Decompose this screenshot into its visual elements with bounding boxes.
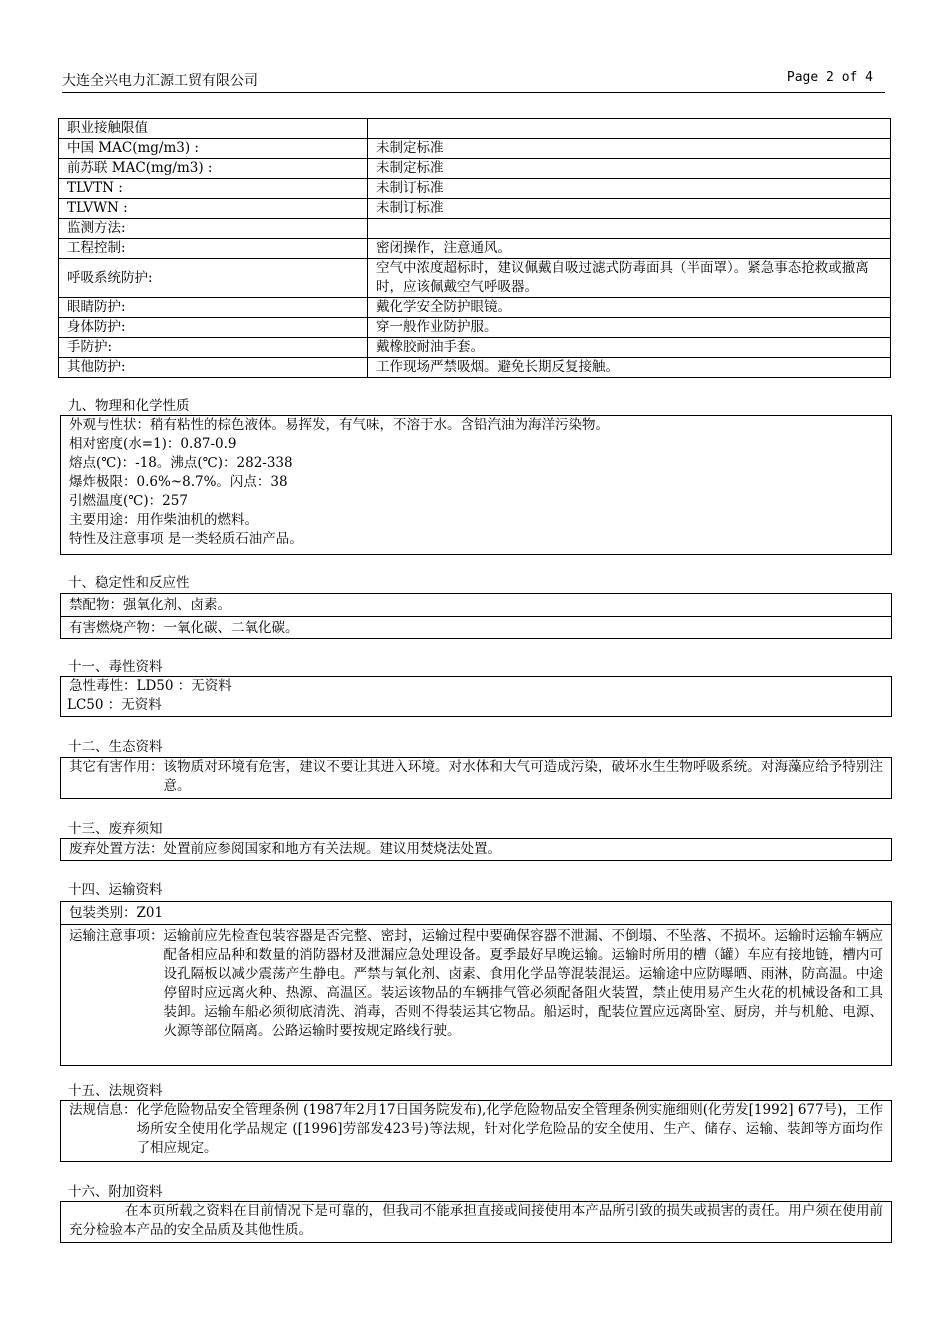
limit-value — [368, 119, 891, 139]
limit-label: 眼睛防护: — [59, 298, 368, 318]
limit-value: 未制订标准 — [368, 179, 891, 199]
regulatory-label: 法规信息： — [69, 1102, 137, 1118]
property-line: 爆炸极限：0.6%~8.7%。闪点：38 — [69, 474, 288, 490]
incompatible-materials: 禁配物：强氧化剂、卤素。 — [69, 597, 231, 613]
limit-value: 戴化学安全防护眼镜。 — [368, 298, 891, 318]
property-line: 外观与性状：稍有粘性的棕色液体。易挥发，有气味，不溶于水。含铅汽油为海洋污染物。 — [69, 417, 609, 433]
packaging-category: 包装类别：Z01 — [69, 905, 164, 921]
page-header — [62, 70, 885, 93]
ld50-line: 急性毒性：LD50 ：无资料 — [69, 678, 232, 694]
limit-label: 前苏联 MAC(mg/m3) : — [59, 159, 368, 179]
section-title: 十四、运输资料 — [68, 882, 163, 898]
limit-value: 穿一般作业防护服。 — [368, 318, 891, 338]
section-title: 十三、废弃须知 — [68, 821, 163, 837]
table-row — [59, 119, 891, 139]
property-line: 引燃温度(℃)：257 — [69, 493, 188, 509]
table-row — [59, 239, 891, 259]
toxicity-box — [60, 676, 892, 717]
table-row — [59, 159, 891, 179]
limit-value — [368, 219, 891, 239]
table-row — [59, 298, 891, 318]
section-title: 十六、附加资料 — [68, 1184, 163, 1200]
property-line: 熔点(℃)：-18。沸点(℃)：282-338 — [69, 455, 293, 471]
table-row — [59, 139, 891, 159]
ecology-box — [60, 757, 892, 799]
disposal-text: 废弃处置方法：处置前应参阅国家和地方有关法规。建议用焚烧法处置。 — [69, 841, 501, 857]
section-title: 九、物理和化学性质 — [68, 398, 190, 414]
property-line: 相对密度(水=1)：0.87-0.9 — [69, 436, 237, 452]
limit-label: 其他防护: — [59, 358, 368, 378]
limit-label: 手防护: — [59, 338, 368, 358]
limit-value: 工作现场严禁吸烟。避免长期反复接触。 — [368, 358, 891, 378]
section-title: 十五、法规资料 — [68, 1083, 163, 1099]
limit-value: 未制定标准 — [368, 159, 891, 179]
regulatory-box — [60, 1100, 892, 1162]
table-row — [59, 318, 891, 338]
limit-label: 职业接触限值 — [59, 119, 368, 139]
table-row — [59, 219, 891, 239]
limit-label: 中国 MAC(mg/m3) : — [59, 139, 368, 159]
transport-box — [60, 901, 892, 1066]
additional-info-box — [60, 1201, 892, 1243]
limit-label: TLVWN : — [59, 199, 368, 219]
transport-label: 运输注意事项： — [69, 928, 164, 944]
limit-value: 戴橡胶耐油手套。 — [368, 338, 891, 358]
table-row — [59, 199, 891, 219]
limit-value: 未制定标准 — [368, 139, 891, 159]
limit-value: 未制订标准 — [368, 199, 891, 219]
lc50-line: LC50 ：无资料 — [67, 697, 162, 713]
table-row — [59, 179, 891, 199]
combustion-products: 有害燃烧产物：一氧化碳、二氧化碳。 — [61, 616, 891, 639]
limit-value: 密闭操作，注意通风。 — [368, 239, 891, 259]
table-row — [59, 338, 891, 358]
physical-chemical-box — [60, 415, 892, 555]
section-title: 十一、毒性资料 — [68, 659, 163, 675]
limit-value: 空气中浓度超标时，建议佩戴自吸过滤式防毒面具（半面罩）。紧急事态抢救或撤离时，应该佩戴空气呼吸器。 — [368, 259, 891, 298]
limit-label: TLVTN : — [59, 179, 368, 199]
section-title: 十二、生态资料 — [68, 739, 163, 755]
table-row — [59, 358, 891, 378]
limit-label: 呼吸系统防护: — [59, 259, 368, 298]
limit-label: 身体防护: — [59, 318, 368, 338]
limit-label: 工程控制: — [59, 239, 368, 259]
section-title: 十、稳定性和反应性 — [68, 575, 190, 591]
stability-box — [60, 593, 892, 639]
ecology-label: 其它有害作用： — [69, 759, 164, 775]
transport-text: 运输前应先检查包装容器是否完整、密封，运输过程中要确保容器不泄漏、不倒塌、不坠落、不损坏。运输时运输车辆应配备相应品种和数量的消防器材及泄漏应急处理设备。夏季最好早晚运输。运输时所用的槽（罐）车应有接地链，槽内可设孔隔板以减少震荡产生静电。严禁与氧化剂、卤素、食用化学品等混装混运。运输途中应防曝晒、雨淋，防高温。中途停留时应远离火种、热源、高温区。装运该物品的车辆排气管必须配备阻火装置，禁止使用易产生火花的机械设备和工具装卸。运输车船必须彻底清洗、消毒，否则不得装运其它物品。船运时，配装位置应远离卧室、厨房，并与机舱、电源、火源等部位隔离。公路运输时要按规定路线行驶。 — [163, 928, 883, 1039]
disposal-box — [60, 838, 892, 861]
company-name: 大连全兴电力汇源工贸有限公司 — [62, 73, 258, 89]
limit-label: 监测方法: — [59, 219, 368, 239]
disclaimer-text: 在本页所载之资料在目前情况下是可靠的，但我司不能承担直接或间接使用本产品所引致的损失或损害的责任。用户须在使用前充分检验本产品的安全品质及其他性质。 — [69, 1203, 883, 1238]
ecology-text: 该物质对环境有危害，建议不要让其进入环境。对水体和大气可造成污染，破坏水生生物呼吸系统。对海藻应给予特别注意。 — [163, 759, 883, 794]
property-line: 特性及注意事项 是一类轻质石油产品。 — [69, 531, 303, 547]
property-line: 主要用途：用作柴油机的燃料。 — [69, 512, 258, 528]
table-row — [59, 259, 891, 298]
page-number: Page 2 of 4 — [786, 70, 873, 85]
exposure-limits-table — [58, 118, 891, 378]
regulatory-text: 化学危险物品安全管理条例 (1987年2月17日国务院发布),化学危险物品安全管理条例实施细则(化劳发[1992] 677号)，工作场所安全使用化学品规定 ([1996]劳部发423号)等法规，针对化学危险品的安全使用、生产、储存、运输、装卸等方面均作了相应规定。 — [136, 1102, 883, 1156]
